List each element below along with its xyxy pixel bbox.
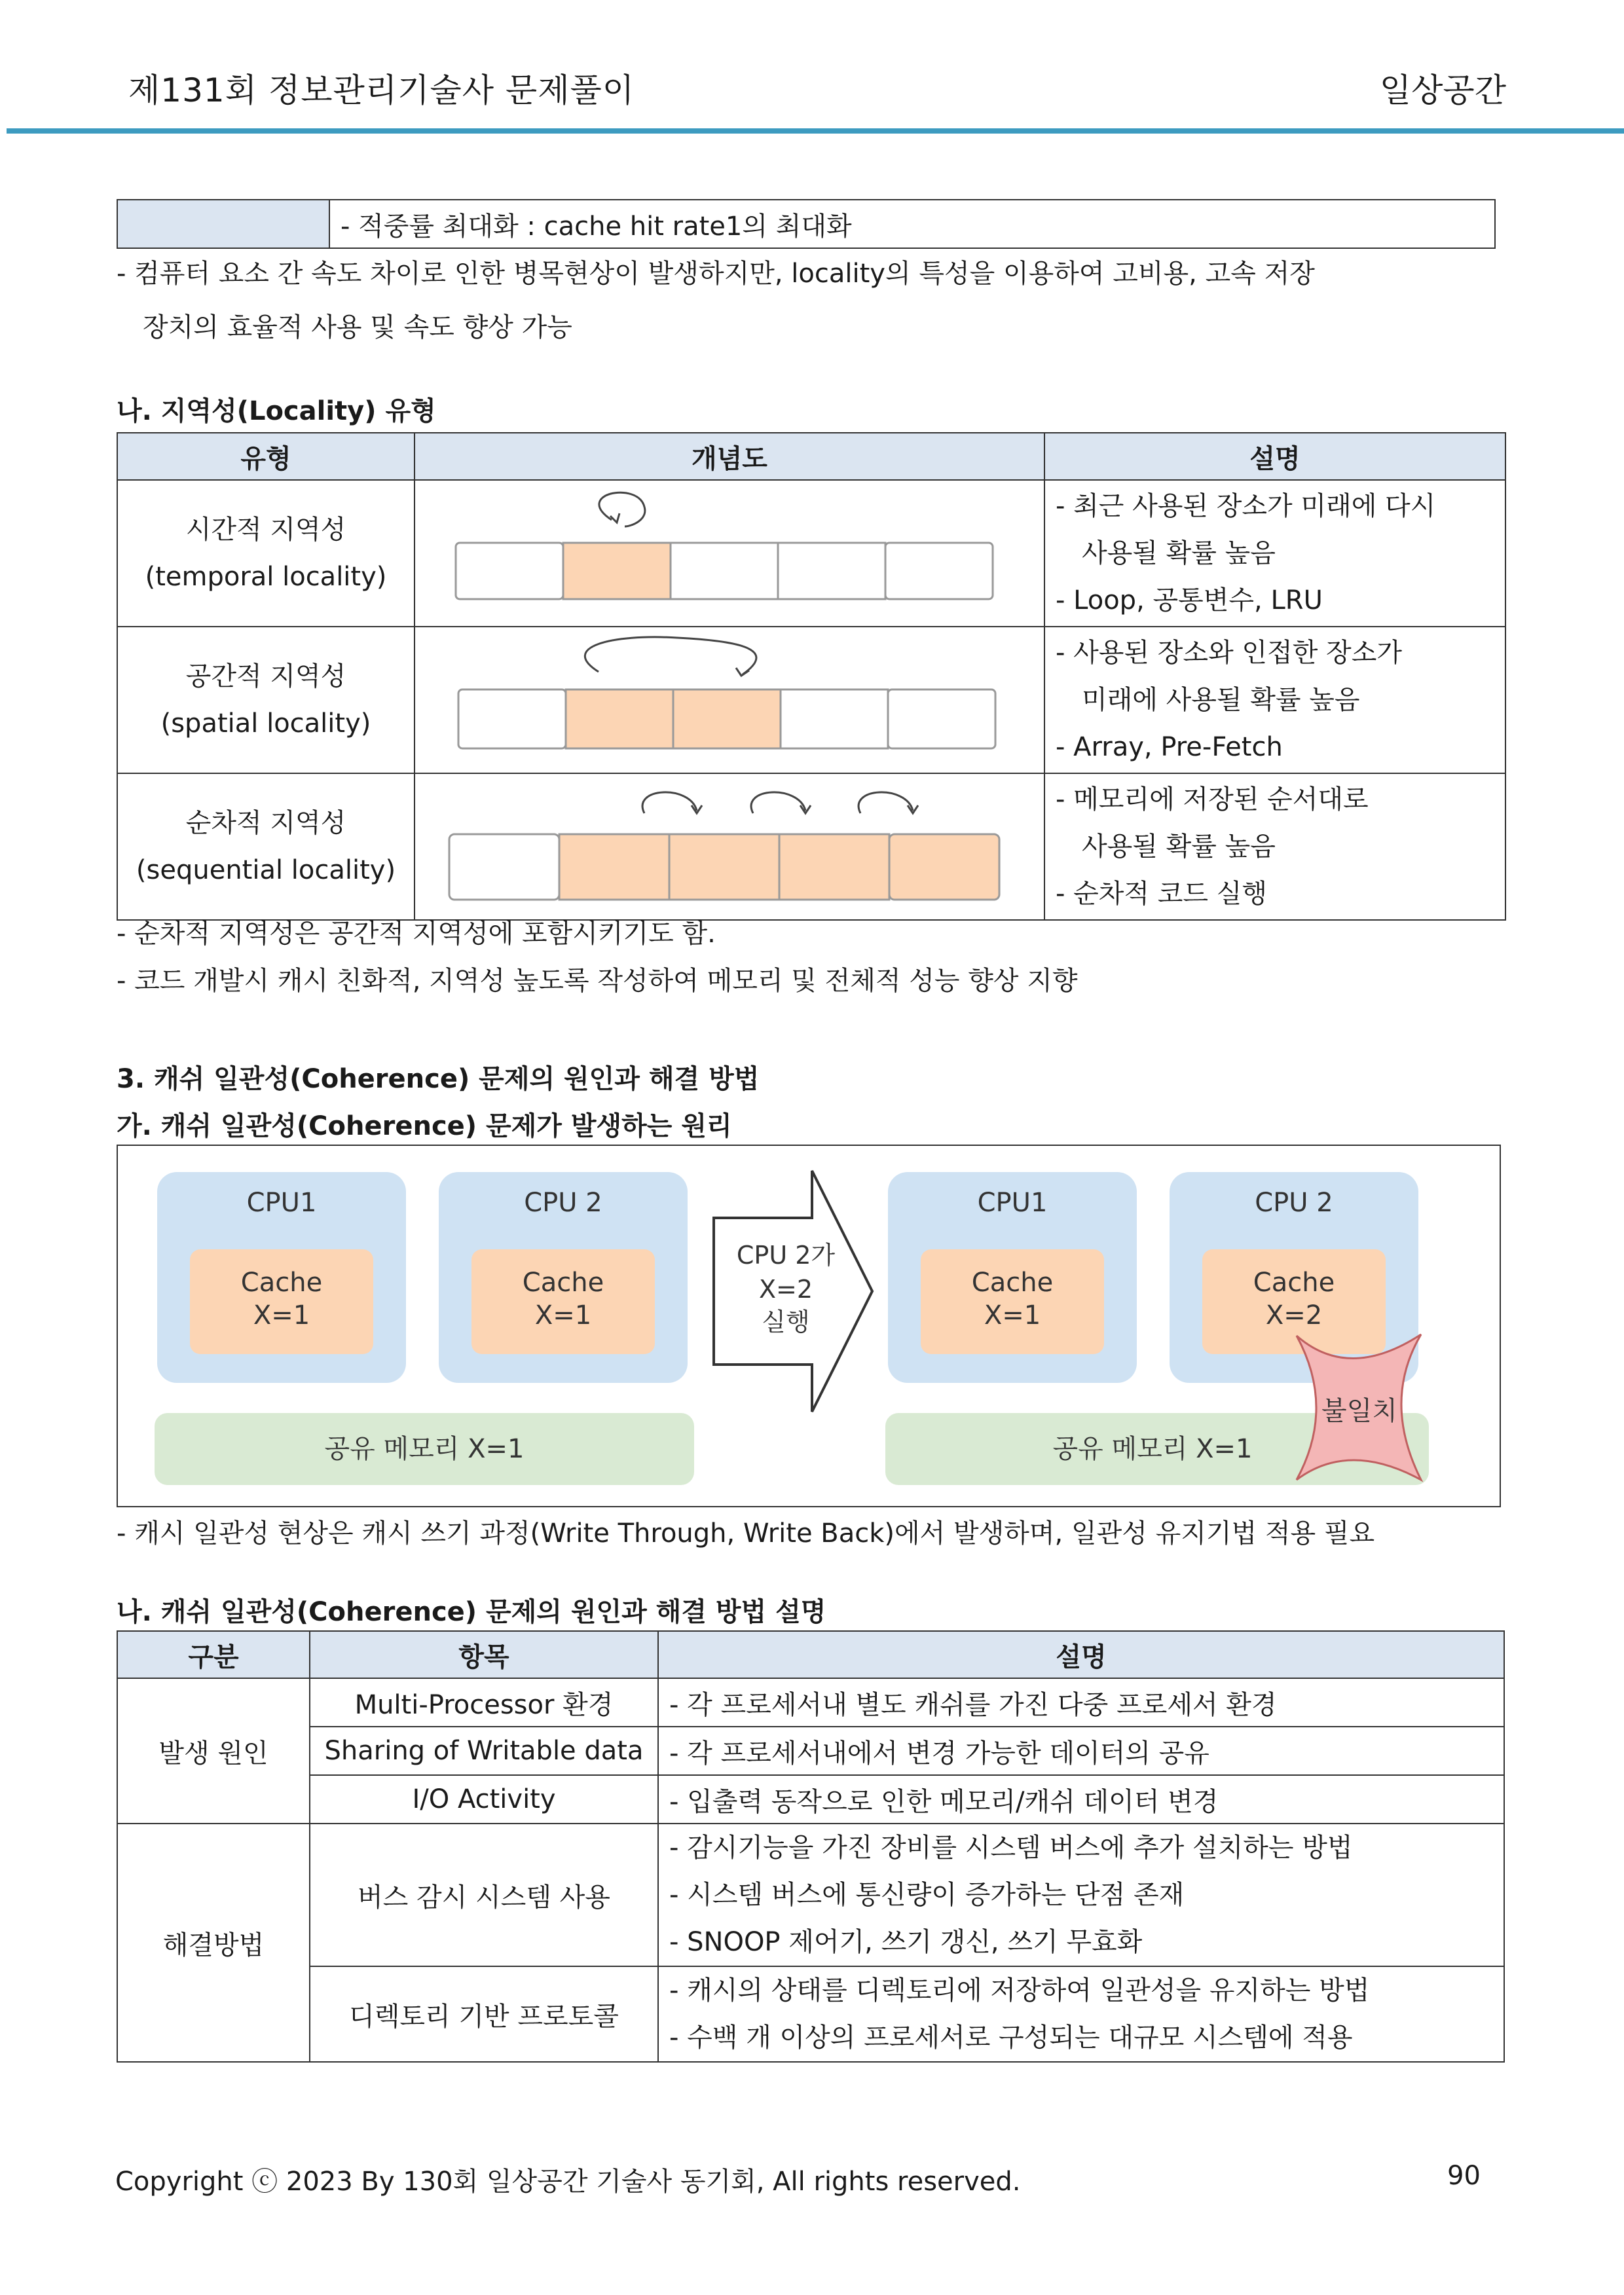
memory-cell [778, 543, 885, 599]
footer-copyright: Copyright ⓒ 2023 By 130회 일상공간 기술사 동기회, All rights reserved. [115, 2167, 1021, 2197]
coherence-diagram-frame [117, 1145, 1501, 1507]
coherence-note: - 캐시 일관성 현상은 캐시 쓰기 과정(Write Through, Write Back)에서 발생하며, 일관성 유지기법 적용 필요 [117, 1518, 1375, 1549]
desc-line: - 캐시의 상태를 디렉토리에 저장하여 일관성을 유지하는 방법 [669, 1975, 1370, 2006]
spatial-diagram-cell [415, 627, 1044, 773]
fix-item-directory: 디렉토리 기반 프로토콜 [310, 1966, 658, 2062]
cpu2-label: CPU 2 [524, 1188, 602, 1218]
top-row-text: - 적중률 최대화 : cache hit rate1의 최대화 [329, 200, 1495, 248]
fix-item-bus: 버스 감시 시스템 사용 [310, 1824, 658, 1966]
desc-line: - 수백 개 이상의 프로세서로 구성되는 대규모 시스템에 적용 [669, 2023, 1353, 2053]
memory-cell [888, 689, 995, 748]
cache-value-updated: X=2 [1265, 1300, 1323, 1331]
arrow-head [736, 668, 749, 676]
intro-line-2: 장치의 효율적 사용 및 속도 향상 가능 [143, 312, 572, 342]
locality-note-1: - 순차적 지역성은 공간적 지역성에 포함시키기도 함. [117, 919, 716, 949]
cache-value: X=1 [253, 1300, 310, 1331]
locality-col-type: 유형 [117, 433, 415, 480]
locality-name-ko: 순차적 지역성 [185, 808, 346, 838]
memory-cell-accessed [889, 834, 999, 900]
memory-cell [449, 834, 559, 900]
memory-cell [456, 543, 563, 599]
shared-memory-label: 공유 메모리 X=1 [324, 1434, 525, 1464]
locality-desc-cell [1044, 480, 1505, 627]
locality-desc-cell [1044, 773, 1505, 920]
locality-desc-cell [1044, 627, 1505, 773]
page-number: 90 [1447, 2161, 1481, 2191]
intro-line-1: - 컴퓨터 요소 간 속도 차이로 인한 병목현상이 발생하지만, locality의 특성을 이용하여 고비용, 고속 저장 [117, 259, 1315, 289]
arrow-text: CPU 2가 [736, 1241, 836, 1270]
cause-category-cell: 발생 원인 [117, 1678, 310, 1824]
fix-desc-directory [658, 1966, 1504, 2062]
spatial-locality-diagram [415, 627, 1044, 766]
locality-name-ko: 공간적 지역성 [185, 661, 346, 691]
arrow-text: 실행 [762, 1308, 810, 1336]
memory-cell-accessed [563, 543, 671, 599]
coherence-subheading: 가. 캐쉬 일관성(Coherence) 문제가 발생하는 원리 [117, 1111, 732, 1141]
cpu1-label: CPU1 [977, 1188, 1048, 1218]
solution-col-category: 구분 [117, 1631, 310, 1678]
cpu1-label: CPU1 [246, 1188, 317, 1218]
locality-heading: 나. 지역성(Locality) 유형 [117, 396, 436, 426]
cpu2-label: CPU 2 [1255, 1188, 1333, 1218]
loop-arrow [599, 492, 645, 526]
step-arrow [858, 792, 913, 813]
desc-line: - 최근 사용된 장소가 미래에 다시 [1056, 491, 1436, 521]
jump-arrow [585, 637, 756, 674]
cause-desc: - 각 프로세서내에서 변경 가능한 데이터의 공유 [658, 1727, 1504, 1775]
temporal-diagram-cell [415, 480, 1044, 627]
cache-value: X=1 [534, 1300, 592, 1331]
coherence-diagram [118, 1146, 1500, 1506]
memory-cell [781, 689, 888, 748]
memory-cell-accessed [559, 834, 669, 900]
locality-row-temporal [117, 480, 1505, 627]
locality-type-cell [117, 773, 415, 920]
memory-cell-accessed [566, 689, 673, 748]
table-row [117, 1727, 1504, 1775]
cache-label: Cache [240, 1268, 323, 1298]
cause-item: Sharing of Writable data [310, 1727, 658, 1775]
cache-label: Cache [522, 1268, 604, 1298]
locality-type-cell [117, 480, 415, 627]
memory-cell [671, 543, 778, 599]
solution-col-item: 항목 [310, 1631, 658, 1678]
memory-cell-accessed [669, 834, 779, 900]
locality-row-spatial [117, 627, 1505, 773]
step-arrow [642, 792, 697, 813]
desc-line: 미래에 사용될 확률 높음 [1082, 685, 1360, 715]
cause-desc: - 입출력 동작으로 인한 메모리/캐쉬 데이터 변경 [658, 1775, 1504, 1824]
cache-label: Cache [971, 1268, 1054, 1298]
desc-line: - 시스템 버스에 통신량이 증가하는 단점 존재 [669, 1880, 1185, 1910]
table-row [117, 1966, 1504, 2062]
solution-heading: 나. 캐쉬 일관성(Coherence) 문제의 원인과 해결 방법 설명 [117, 1597, 826, 1627]
locality-col-desc: 설명 [1044, 433, 1505, 480]
fix-desc-bus [658, 1824, 1504, 1966]
step-arrow [751, 792, 805, 813]
arrow-head [610, 513, 619, 523]
sequential-locality-diagram [415, 774, 1044, 913]
locality-name-ko: 시간적 지역성 [185, 515, 346, 545]
cache-value: X=1 [984, 1300, 1041, 1331]
memory-cell-accessed [673, 689, 781, 748]
desc-line: - 사용된 장소와 인접한 장소가 [1056, 638, 1402, 668]
desc-line: - Array, Pre-Fetch [1056, 732, 1283, 762]
locality-type-cell [117, 627, 415, 773]
locality-name-en: (sequential locality) [136, 855, 396, 885]
sequential-diagram-cell [415, 773, 1044, 920]
solution-col-desc: 설명 [658, 1631, 1504, 1678]
cause-desc: - 각 프로세서내 별도 캐쉬를 가진 다중 프로세서 환경 [658, 1678, 1504, 1727]
memory-cell [458, 689, 566, 748]
desc-line: 사용될 확률 높음 [1082, 832, 1276, 862]
desc-line: - 메모리에 저장된 순서대로 [1056, 784, 1369, 815]
mismatch-label: 불일치 [1321, 1396, 1397, 1426]
desc-line: - Loop, 공통변수, LRU [1056, 585, 1323, 615]
fix-category-cell: 해결방법 [117, 1824, 310, 2062]
locality-note-2: - 코드 개발시 캐시 친화적, 지역성 높도록 작성하여 메모리 및 전체적 성능 향상 지향 [117, 966, 1078, 996]
locality-table [117, 432, 1506, 921]
coherence-heading: 3. 캐쉬 일관성(Coherence) 문제의 원인과 해결 방법 [117, 1064, 760, 1094]
desc-line: - 순차적 코드 실행 [1056, 879, 1268, 909]
header-divider [7, 128, 1624, 134]
desc-line: - 감시기능을 가진 장비를 시스템 버스에 추가 설치하는 방법 [669, 1833, 1353, 1863]
cause-item: I/O Activity [310, 1775, 658, 1824]
table-row [117, 1678, 1504, 1727]
page-header-right: 일상공간 [1379, 71, 1506, 109]
locality-name-en: (temporal locality) [145, 562, 387, 592]
arrow-text: X=2 [758, 1275, 813, 1304]
top-row-blank-cell [117, 200, 329, 248]
memory-cell-accessed [779, 834, 889, 900]
locality-row-sequential [117, 773, 1505, 920]
locality-col-diagram: 개념도 [415, 433, 1044, 480]
memory-cell [885, 543, 993, 599]
solution-table [117, 1630, 1505, 2063]
temporal-locality-diagram [415, 481, 1044, 619]
desc-line: 사용될 확률 높음 [1082, 538, 1276, 568]
cache-label: Cache [1253, 1268, 1335, 1298]
shared-memory-label: 공유 메모리 X=1 [1052, 1434, 1253, 1464]
desc-line: - SNOOP 제어기, 쓰기 갱신, 쓰기 무효화 [669, 1927, 1143, 1957]
cause-item: Multi-Processor 환경 [310, 1678, 658, 1727]
page-header-title: 제131회 정보관리기술사 문제풀이 [128, 71, 635, 109]
locality-name-en: (spatial locality) [160, 708, 371, 739]
table-row [117, 1824, 1504, 1966]
top-row-table [117, 199, 1496, 249]
table-row [117, 1775, 1504, 1824]
